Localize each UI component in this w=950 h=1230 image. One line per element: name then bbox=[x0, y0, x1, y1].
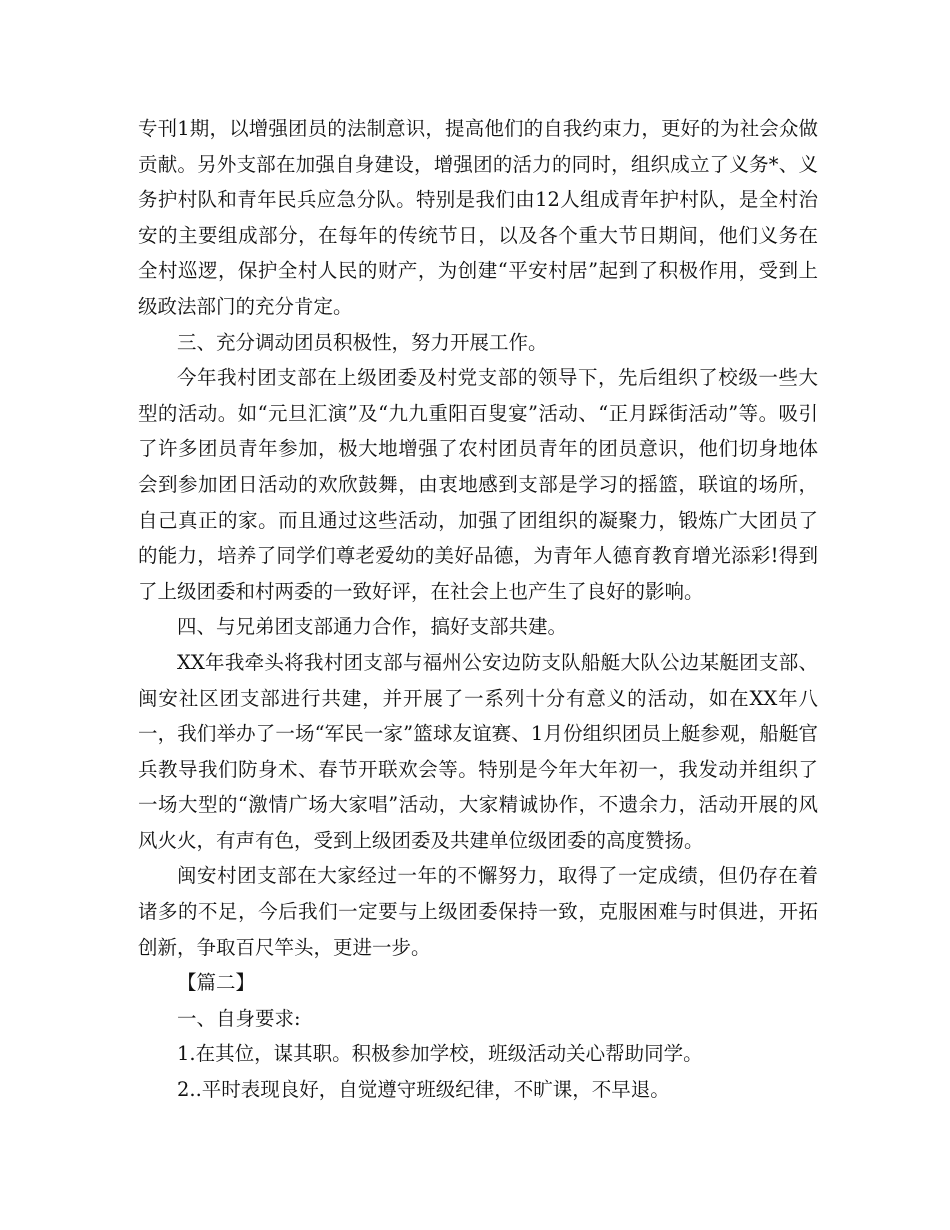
paragraph-activities: 今年我村团支部在上级团委及村党支部的领导下，先后组织了校级一些大型的活动。如“元旦汇演”及“九九重阳百叟宴”活动、“正月踩街活动”等。吸引了许多团员青年参加，极大地增强了农村团员青年的团员意识，他们切身地体会到参加团日活动的欢欣鼓舞，由衷地感到支部是学习的摇篮，联谊的场所，自己真正的家。而且通过这些活动，加强了团组织的凝聚力，锻炼广大团员了的能力，培养了同学们尊老爱幼的美好品德，为青年人德育教育增光添彩!得到了上级团委和村两委的一致好评，在社会上也产生了良好的影响。 bbox=[138, 366, 818, 603]
paragraph-conclusion: 闽安村团支部在大家经过一年的不懈努力，取得了一定成绩，但仍存在着诸多的不足，今后我们一定要与上级团委保持一致，克服困难与时俱进，开拓创新，争取百尺竿头，更进一步。 bbox=[138, 864, 818, 959]
paragraph-cooperation: XX年我牵头将我村团支部与福州公安边防支队船艇大队公边某艇团支部、闽安社区团支部进行共建，并开展了一系列十分有意义的活动，如在XX年八一，我们举办了一场“军民一家”篮球友谊赛、1月份组织团员上艇参观，船艇官兵教导我们防身术、春节开联欢会等。特别是今年大年初一，我发动并组织了一场大型的“激情广场大家唱”活动，大家精诚协作，不遗余力，活动开展的风风火火，有声有色，受到上级团委及共建单位级团委的高度赞扬。 bbox=[138, 650, 818, 852]
part-two-heading: 【篇二】 bbox=[177, 971, 256, 995]
list-item-1: 1.在其位，谋其职。积极参加学校，班级活动关心帮助同学。 bbox=[177, 1042, 703, 1066]
subheading-self-requirements: 一、自身要求: bbox=[177, 1006, 301, 1030]
paragraph-continuation: 专刊1期，以增强团员的法制意识，提高他们的自我约束力，更好的为社会众做贡献。另外支部在加强自身建设，增强团的活力的同时，组织成立了义务*、义务护村队和青年民兵应急分队。特别是我们由12人组成青年护村队，是全村治安的主要组成部分，在每年的传统节日，以及各个重大节日期间，他们义务在全村巡逻，保护全村人民的财产，为创建“平安村居”起到了积极作用，受到上级政法部门的充分肯定。 bbox=[138, 117, 818, 318]
document-body bbox=[138, 111, 818, 1108]
section-heading-three: 三、充分调动团员积极性，努力开展工作。 bbox=[177, 330, 548, 354]
list-item-2: 2..平时表现良好，自觉遵守班级纪律，不旷课，不早退。 bbox=[177, 1078, 670, 1102]
section-heading-four: 四、与兄弟团支部通力合作，搞好支部共建。 bbox=[177, 615, 568, 639]
